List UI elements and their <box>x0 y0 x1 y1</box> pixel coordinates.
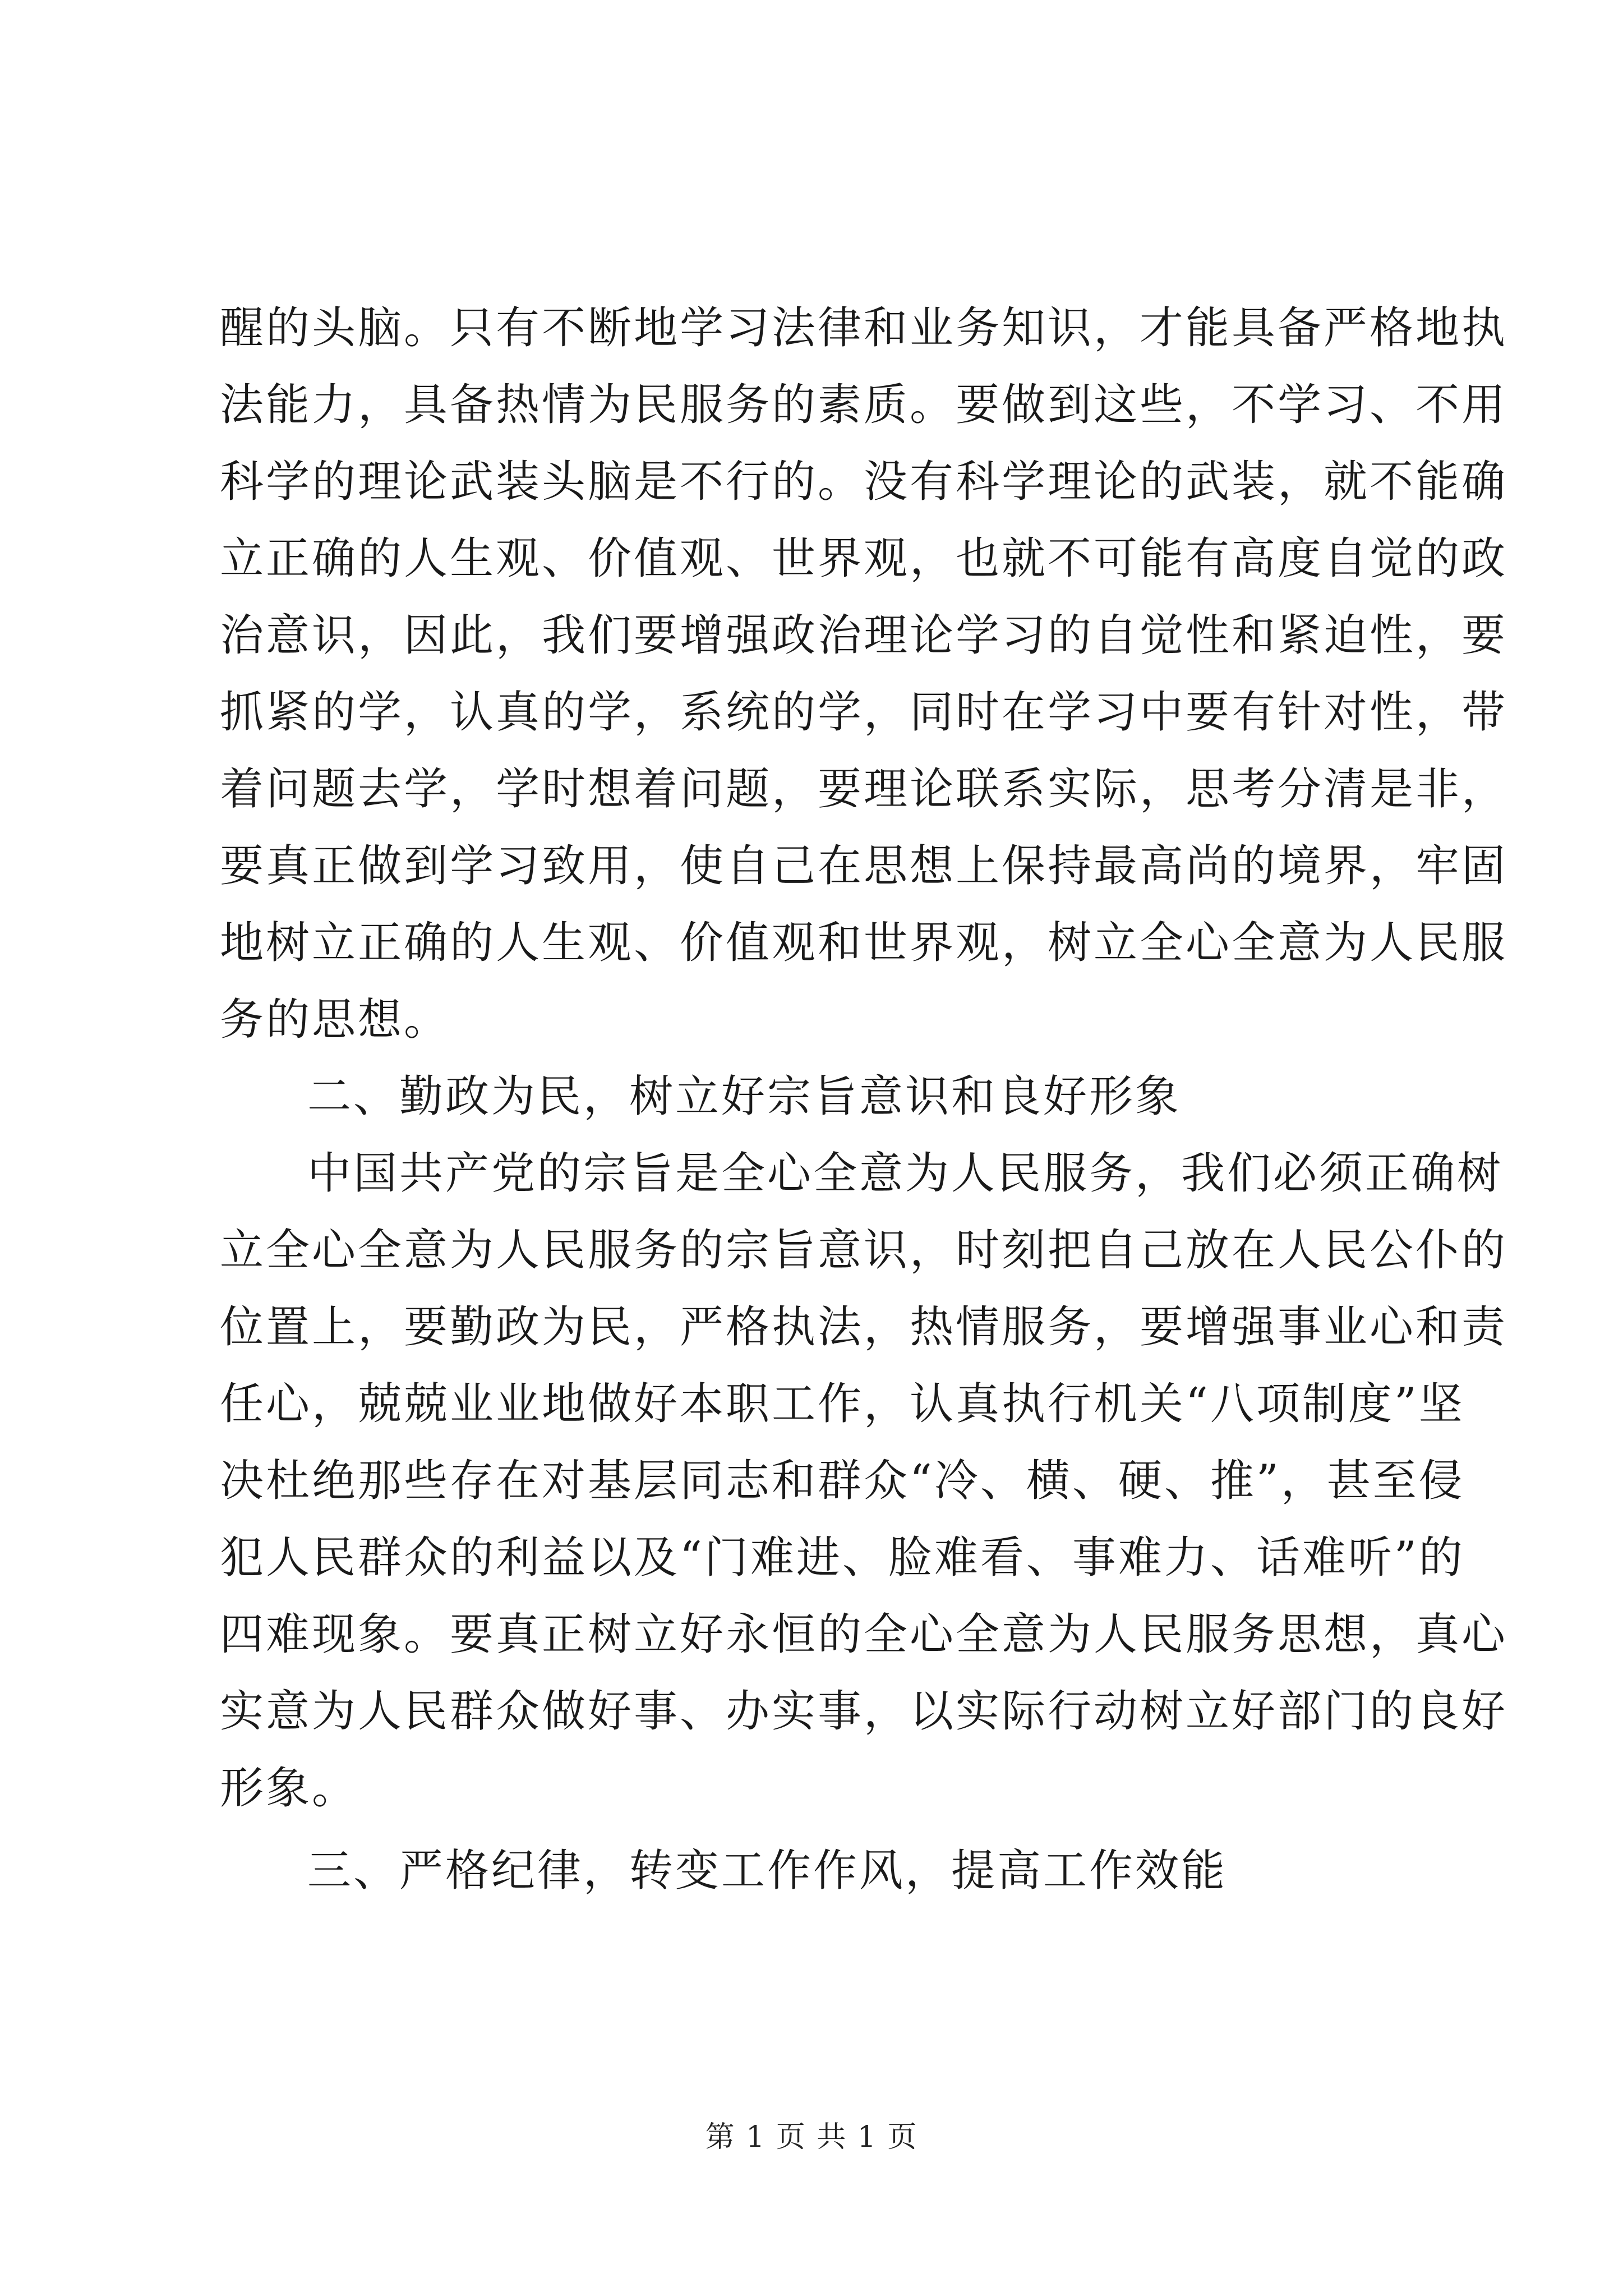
body-line: 立全心全意为人民服务的宗旨意识，时刻把自己放在人民公仆的 <box>220 1225 1508 1276</box>
body-line: 犯人民群众的利益以及“门难进、脸难看、事难力、话难听”的 <box>220 1533 1465 1583</box>
body-line: 科学的理论武装头脑是不行的。没有科学理论的武装，就不能确 <box>220 457 1508 507</box>
body-line: 务的思想。 <box>220 995 450 1045</box>
body-line: 着问题去学，学时想着问题，要理论联系实际，思考分清是非， <box>220 764 1508 815</box>
body-line: 法能力，具备热情为民服务的素质。要做到这些，不学习、不用 <box>220 380 1508 430</box>
page-footer: 第 1 页 共 1 页 <box>705 2120 918 2154</box>
body-line: 要真正做到学习致用，使自己在思想上保持最高尚的境界，牢固 <box>220 841 1508 891</box>
section-heading-3: 三、严格纪律，转变工作作风，提高工作效能 <box>307 1846 1228 1896</box>
body-line: 四难现象。要真正树立好永恒的全心全意为人民服务思想，真心 <box>220 1609 1508 1660</box>
body-line: 位置上，要勤政为民，严格执法，热情服务，要增强事业心和责 <box>220 1302 1508 1352</box>
section-heading-2: 二、勤政为民，树立好宗旨意识和良好形象 <box>307 1071 1182 1122</box>
body-line: 任心，兢兢业业地做好本职工作，认真执行机关“八项制度”坚 <box>220 1379 1465 1429</box>
body-line: 治意识，因此，我们要增强政治理论学习的自觉性和紧迫性，要 <box>220 610 1508 661</box>
body-line: 决杜绝那些存在对基层同志和群众“冷、横、硬、推”，甚至侵 <box>220 1456 1465 1506</box>
body-line: 抓紧的学，认真的学，系统的学，同时在学习中要有针对性，带 <box>220 687 1508 738</box>
body-line: 立正确的人生观、价值观、世界观，也就不可能有高度自觉的政 <box>220 533 1508 584</box>
body-line: 地树立正确的人生观、价值观和世界观，树立全心全意为人民服 <box>220 918 1508 968</box>
body-line: 实意为人民群众做好事、办实事，以实际行动树立好部门的良好 <box>220 1686 1508 1737</box>
body-line: 中国共产党的宗旨是全心全意为人民服务，我们必须正确树 <box>307 1148 1504 1199</box>
body-line: 形象。 <box>220 1763 358 1814</box>
body-line: 醒的头脑。只有不断地学习法律和业务知识，才能具备严格地执 <box>220 303 1508 353</box>
